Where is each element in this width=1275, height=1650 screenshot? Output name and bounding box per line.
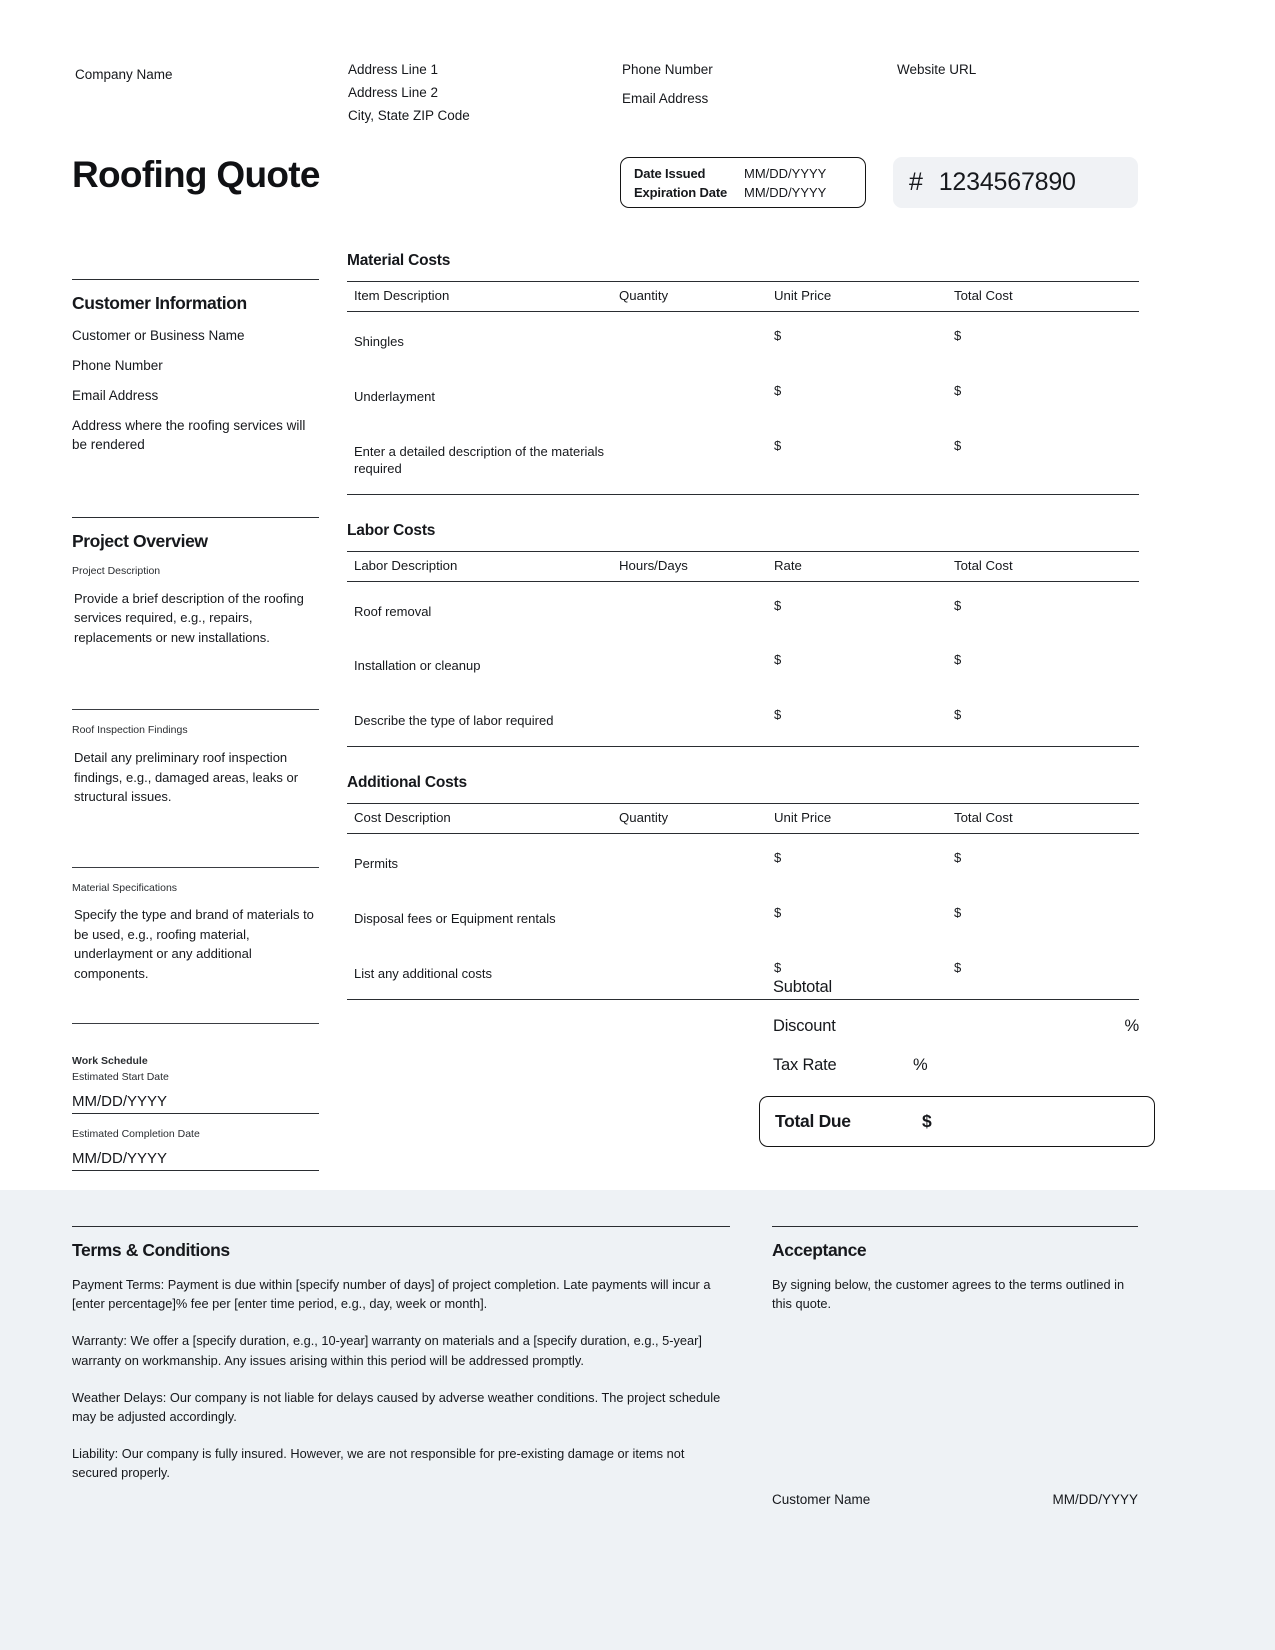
project-description-text[interactable]: Provide a brief description of the roofing services required, e.g., repairs, replacements or new installations. xyxy=(74,590,304,645)
work-schedule-heading: Work Schedule xyxy=(72,1055,148,1068)
cell-quantity[interactable] xyxy=(619,944,774,999)
column-header-quantity: Quantity xyxy=(619,282,774,312)
divider xyxy=(72,1226,730,1227)
address-city-state-zip: City, State ZIP Code xyxy=(348,108,470,124)
subtotal-row xyxy=(773,968,1139,1007)
table-header-row xyxy=(347,804,1139,834)
cell-rate[interactable]: $ xyxy=(774,652,782,668)
expiration-date-row xyxy=(634,183,852,202)
cell-unit-price[interactable]: $ xyxy=(774,437,782,453)
cell-quantity[interactable] xyxy=(619,312,774,367)
table-row xyxy=(347,691,1139,746)
material-costs-title: Material Costs xyxy=(347,252,451,269)
project-description-block xyxy=(72,564,319,647)
roof-inspection-findings-text[interactable]: Detail any preliminary roof inspection findings, e.g., damaged areas, leaks or structural issues. xyxy=(74,750,299,805)
project-description-label: Project Description xyxy=(72,565,161,578)
column-header-rate: Rate xyxy=(774,551,954,581)
customer-information-heading: Customer Information xyxy=(72,293,247,313)
table-row xyxy=(347,312,1139,367)
roof-inspection-findings-block xyxy=(72,723,319,806)
tax-rate-row xyxy=(773,1046,1139,1085)
labor-costs-title: Labor Costs xyxy=(347,521,436,539)
column-header-total-cost: Total Cost xyxy=(954,804,1139,834)
cell-hours-days[interactable] xyxy=(619,691,774,746)
acceptance-heading: Acceptance xyxy=(772,1240,867,1260)
cell-unit-price[interactable]: $ xyxy=(774,905,782,921)
table-header-row xyxy=(347,551,1139,581)
table-row xyxy=(347,889,1139,944)
quote-number-chip xyxy=(893,157,1138,208)
column-header-total-cost: Total Cost xyxy=(954,551,1139,581)
cell-description[interactable]: List any additional costs xyxy=(354,966,493,982)
cell-rate[interactable]: $ xyxy=(774,707,782,723)
date-issued-value[interactable]: MM/DD/YYYY xyxy=(744,166,827,181)
company-name: Company Name xyxy=(75,67,173,82)
left-column xyxy=(72,279,319,1171)
cell-description[interactable]: Permits xyxy=(354,856,399,872)
discount-row xyxy=(773,1007,1139,1046)
table-row xyxy=(347,367,1139,422)
column-header-unit-price: Unit Price xyxy=(774,282,954,312)
labor-costs-table xyxy=(347,551,1139,747)
column-header-cost-description: Cost Description xyxy=(347,804,619,834)
table-header-row xyxy=(347,282,1139,312)
date-issued-label: Date Issued xyxy=(634,166,706,181)
divider xyxy=(72,1170,319,1171)
cell-total-cost[interactable]: $ xyxy=(954,437,962,453)
column-header-hours-days: Hours/Days xyxy=(619,551,774,581)
address-line-1: Address Line 1 xyxy=(348,62,439,77)
cell-description[interactable]: Describe the type of labor required xyxy=(354,713,554,729)
column-header-labor-description: Labor Description xyxy=(347,551,619,581)
discount-percent-symbol[interactable]: % xyxy=(1124,1017,1139,1035)
customer-name-field[interactable]: Customer or Business Name xyxy=(72,328,245,343)
company-contact-block xyxy=(622,58,872,110)
cell-total-cost[interactable]: $ xyxy=(954,382,962,398)
customer-email-field[interactable]: Email Address xyxy=(72,387,159,403)
cell-description[interactable]: Underlayment xyxy=(354,388,435,404)
project-overview-heading: Project Overview xyxy=(72,531,208,552)
cell-quantity[interactable] xyxy=(619,422,774,494)
estimated-start-date-value[interactable]: MM/DD/YYYY xyxy=(72,1092,168,1110)
divider xyxy=(72,517,319,518)
cell-quantity[interactable] xyxy=(619,889,774,944)
cell-description[interactable]: Enter a detailed description of the materials required xyxy=(354,443,605,476)
table-row xyxy=(347,636,1139,691)
column-header-total-cost: Total Cost xyxy=(954,282,1139,312)
table-row xyxy=(347,581,1139,636)
company-address-block xyxy=(348,58,598,128)
column-header-unit-price: Unit Price xyxy=(774,804,954,834)
terms-paragraph-liability: Liability: Our company is fully insured. However, we are not responsible for pre-existing damage or items not secured properly. xyxy=(72,1446,685,1481)
company-website: Website URL xyxy=(897,62,977,77)
cell-total-cost[interactable]: $ xyxy=(954,328,962,343)
acceptance-text: By signing below, the customer agrees to the terms outlined in this quote. xyxy=(772,1277,1125,1312)
material-costs-table xyxy=(347,281,1139,494)
signature-date-label[interactable]: MM/DD/YYYY xyxy=(1052,1492,1138,1507)
signature-row xyxy=(772,1492,1138,1507)
cell-total-cost[interactable]: $ xyxy=(954,707,962,723)
total-due-label: Total Due xyxy=(775,1111,851,1131)
roof-inspection-findings-label: Roof Inspection Findings xyxy=(72,724,188,737)
cell-description[interactable]: Shingles xyxy=(354,334,404,349)
column-header-item-description: Item Description xyxy=(347,282,619,312)
cell-unit-price[interactable]: $ xyxy=(774,960,782,976)
cell-total-cost[interactable]: $ xyxy=(954,597,962,613)
quote-dates-box xyxy=(620,157,866,208)
work-schedule-block xyxy=(72,1054,319,1170)
page-title: Roofing Quote xyxy=(72,154,320,195)
cell-unit-price[interactable]: $ xyxy=(774,850,782,866)
hash-icon: # xyxy=(909,168,923,196)
material-specifications-text[interactable]: Specify the type and brand of materials to be used, e.g., roofing material, underlayment or any additional components. xyxy=(74,907,314,981)
column-header-quantity: Quantity xyxy=(619,804,774,834)
estimated-completion-date-value[interactable]: MM/DD/YYYY xyxy=(72,1149,168,1167)
tax-rate-label: Tax Rate xyxy=(773,1056,837,1074)
subtotal-label: Subtotal xyxy=(773,978,832,996)
signature-customer-name-label[interactable]: Customer Name xyxy=(772,1492,871,1507)
total-due-value[interactable]: $ xyxy=(922,1111,932,1131)
material-specifications-label: Material Specifications xyxy=(72,881,178,894)
estimated-start-date-label: Estimated Start Date xyxy=(72,1071,169,1084)
company-website-block xyxy=(897,58,1147,81)
totals-summary xyxy=(773,968,1139,1085)
acceptance-section xyxy=(772,1226,1138,1313)
terms-and-conditions-section xyxy=(72,1226,730,1501)
cell-quantity[interactable] xyxy=(619,834,774,889)
company-email: Email Address xyxy=(622,91,709,107)
quote-number-value[interactable]: 1234567890 xyxy=(938,168,1076,196)
table-row xyxy=(347,422,1139,494)
discount-label: Discount xyxy=(773,1017,836,1035)
company-contact-header xyxy=(75,58,1145,128)
expiration-date-value[interactable]: MM/DD/YYYY xyxy=(744,185,827,201)
cell-total-cost[interactable]: $ xyxy=(954,960,962,976)
divider xyxy=(72,279,319,280)
additional-costs-title: Additional Costs xyxy=(347,774,467,792)
cell-quantity[interactable] xyxy=(619,367,774,422)
cell-hours-days[interactable] xyxy=(619,636,774,691)
address-line-2: Address Line 2 xyxy=(348,85,439,101)
cell-hours-days[interactable] xyxy=(619,581,774,636)
cell-rate[interactable]: $ xyxy=(774,597,782,613)
customer-service-address-field[interactable]: Address where the roofing services will be rendered xyxy=(72,417,306,452)
table-row xyxy=(347,834,1139,889)
expiration-date-label: Expiration Date xyxy=(634,185,728,201)
cell-unit-price[interactable]: $ xyxy=(774,328,782,343)
cell-description[interactable]: Disposal fees or Equipment rentals xyxy=(354,911,556,927)
estimated-completion-date-label: Estimated Completion Date xyxy=(72,1127,200,1140)
terms-paragraph-warranty: Warranty: We offer a [specify duration, e.g., 10-year] warranty on materials and a [specify duration, e.g., 5-year] warranty on workmanship. Any issues arising within this period will be addressed promptly. xyxy=(72,1333,702,1368)
cost-tables-column xyxy=(347,252,1139,1000)
customer-phone-field[interactable]: Phone Number xyxy=(72,357,163,373)
material-specifications-block xyxy=(72,881,319,984)
cell-total-cost[interactable]: $ xyxy=(954,905,962,921)
company-phone: Phone Number xyxy=(622,62,713,77)
divider xyxy=(772,1226,1138,1227)
terms-paragraph-weather-delays: Weather Delays: Our company is not liable for delays caused by adverse weather conditions. The project schedule may be adjusted accordingly. xyxy=(72,1389,721,1424)
cell-total-cost[interactable]: $ xyxy=(954,652,962,668)
cell-unit-price[interactable]: $ xyxy=(774,382,782,398)
tax-rate-percent-symbol[interactable]: % xyxy=(913,1056,928,1074)
date-issued-row xyxy=(634,164,852,183)
terms-paragraph-payment: Payment Terms: Payment is due within [specify number of days] of project completion. Late payments will incur a [enter percentage]% fee per [enter time period, e.g., day, week or month]. xyxy=(72,1277,711,1312)
cell-total-cost[interactable]: $ xyxy=(954,850,962,866)
cell-description[interactable]: Installation or cleanup xyxy=(354,658,481,674)
terms-heading: Terms & Conditions xyxy=(72,1240,230,1260)
company-name-block xyxy=(75,58,325,86)
cell-description[interactable]: Roof removal xyxy=(354,603,432,619)
total-due-box xyxy=(759,1096,1155,1147)
